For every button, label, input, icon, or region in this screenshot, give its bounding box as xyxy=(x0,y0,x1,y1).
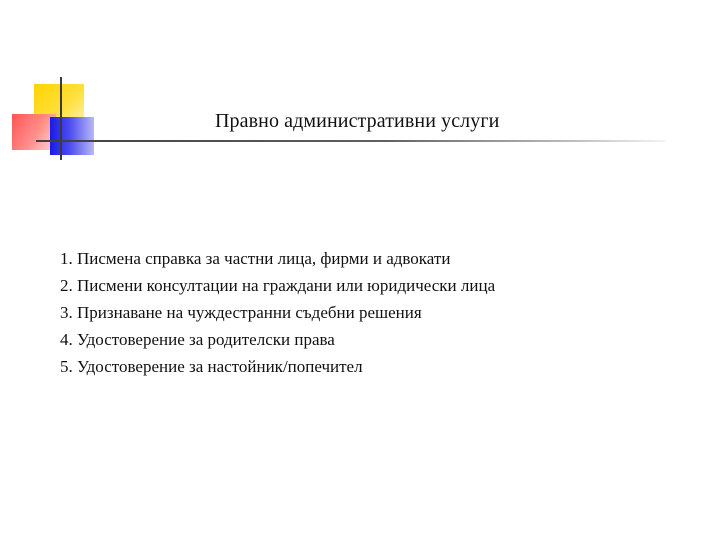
list-item: 4. Удостоверение за родителски права xyxy=(60,330,335,349)
list-item: 1. Писмена справка за частни лица, фирми и адвокати xyxy=(60,249,451,268)
list-item: 5. Удостоверение за настойник/попечител xyxy=(60,357,363,376)
slide-title: Правно административни услуги xyxy=(215,110,500,132)
title-underline-rule xyxy=(36,140,666,142)
decorative-blue-square xyxy=(50,117,94,155)
list-item: 2. Писмени консултации на граждани или юридически лица xyxy=(60,276,496,295)
list-item: 3. Признаване на чуждестранни съдебни решения xyxy=(60,303,422,322)
services-list xyxy=(60,245,495,380)
decorative-vertical-rule xyxy=(60,77,62,160)
